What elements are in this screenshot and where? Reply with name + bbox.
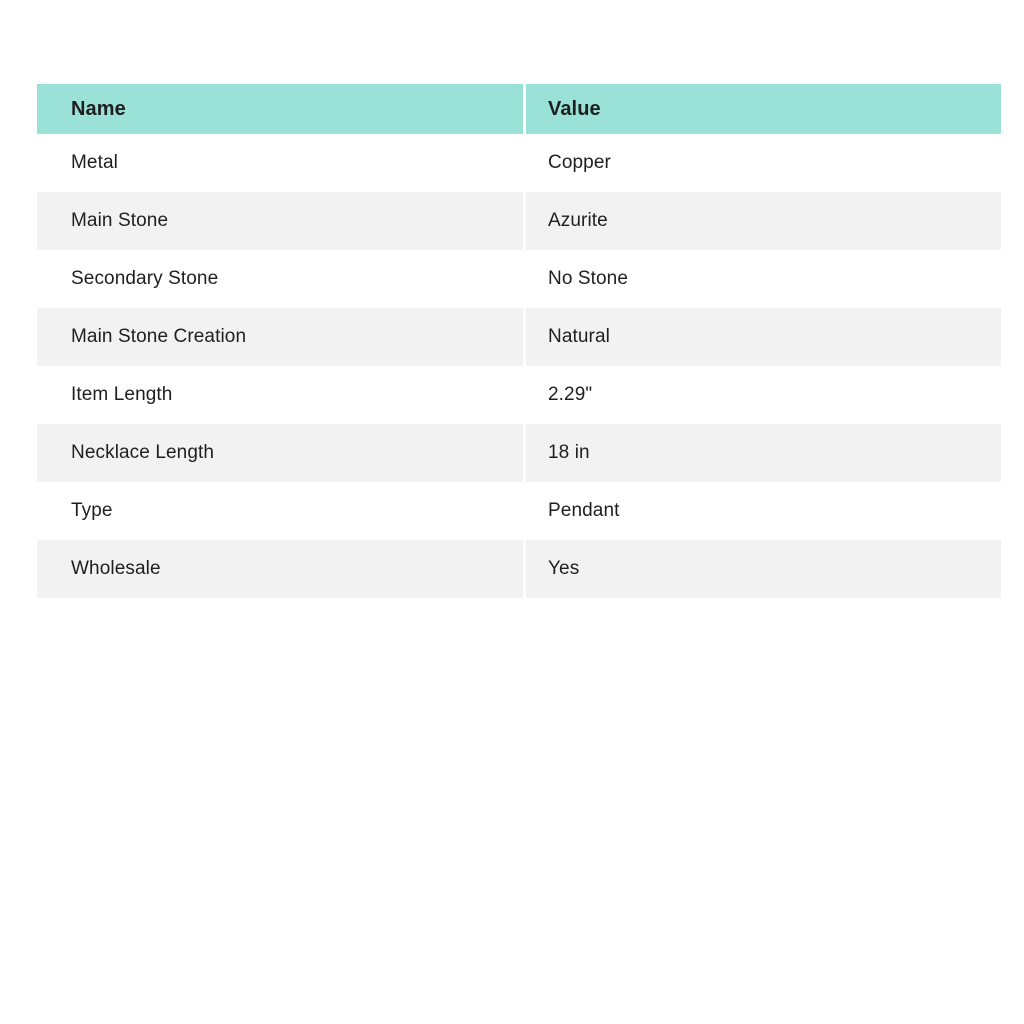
attribute-name: Wholesale	[37, 540, 523, 598]
table-row-necklace-length	[37, 424, 1001, 482]
table-row-type	[37, 482, 1001, 540]
table-row-main-stone-creation	[37, 308, 1001, 366]
attribute-value: Natural	[523, 308, 1001, 366]
table-header-row	[37, 84, 1001, 134]
attribute-name: Necklace Length	[37, 424, 523, 482]
attribute-name: Type	[37, 482, 523, 540]
attribute-name: Secondary Stone	[37, 250, 523, 308]
attribute-value: 2.29"	[523, 366, 1001, 424]
attribute-value: Pendant	[523, 482, 1001, 540]
column-header-value: Value	[523, 84, 1001, 134]
column-header-name: Name	[37, 84, 523, 134]
attribute-value: Copper	[523, 134, 1001, 192]
attribute-value: No Stone	[523, 250, 1001, 308]
attribute-value: Azurite	[523, 192, 1001, 250]
table-row-wholesale	[37, 540, 1001, 598]
attribute-value: 18 in	[523, 424, 1001, 482]
table-row-metal	[37, 134, 1001, 192]
attribute-name: Metal	[37, 134, 523, 192]
attribute-value: Yes	[523, 540, 1001, 598]
table-row-item-length	[37, 366, 1001, 424]
table-row-main-stone	[37, 192, 1001, 250]
attribute-name: Item Length	[37, 366, 523, 424]
attributes-table	[37, 84, 1001, 598]
attribute-name: Main Stone Creation	[37, 308, 523, 366]
table-row-secondary-stone	[37, 250, 1001, 308]
attribute-name: Main Stone	[37, 192, 523, 250]
